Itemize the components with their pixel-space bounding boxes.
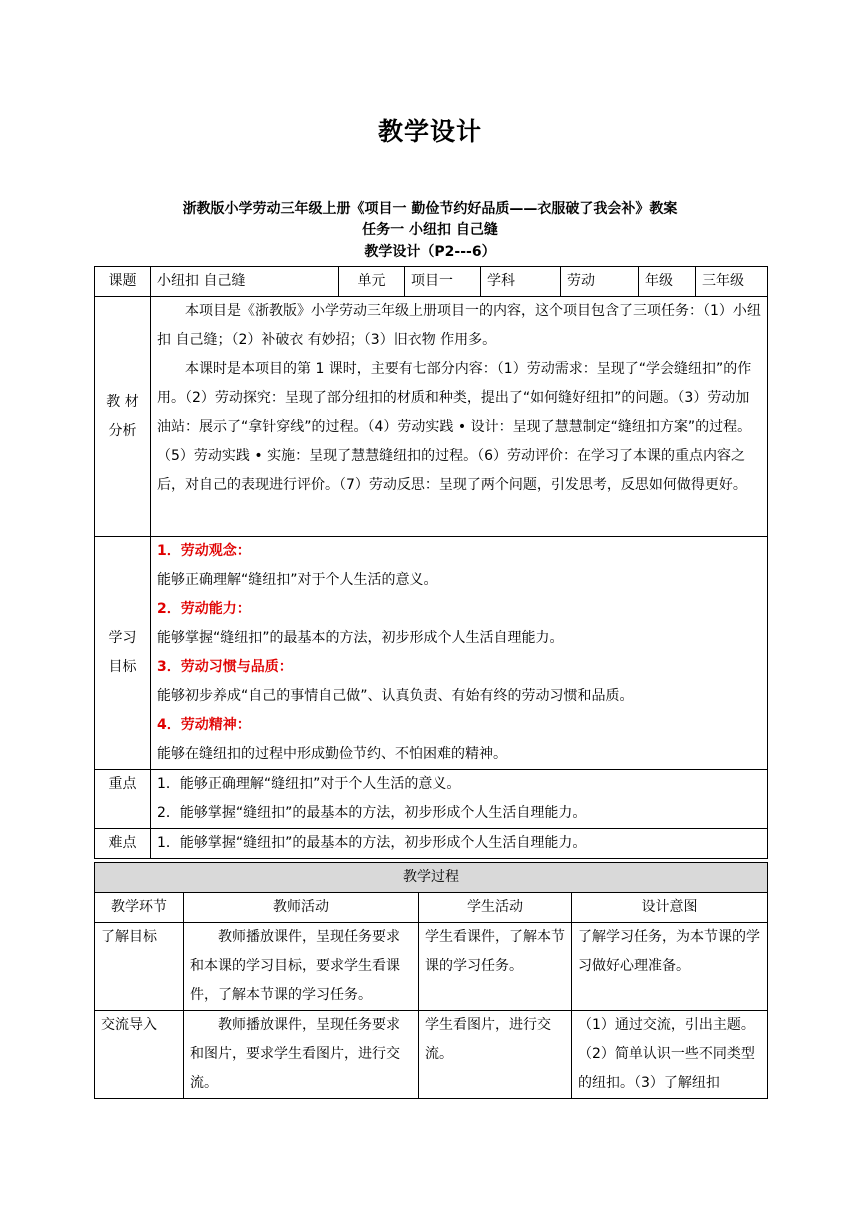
- goal-heading: 3．劳动习惯与品质：: [157, 659, 293, 675]
- analysis-label: [95, 297, 151, 537]
- goal-heading: 4．劳动精神：: [157, 717, 251, 733]
- goal-text: 能够在缝纽扣的过程中形成勤俭节约、不怕困难的精神。: [157, 746, 507, 762]
- process-header-row: [95, 863, 768, 893]
- goal-heading: 1．劳动观念：: [157, 543, 251, 559]
- design-intent-cell: 了解学习任务，为本节课的学习做好心理准备。: [572, 923, 768, 1011]
- student-activity-cell: 学生看课件，了解本节课的学习任务。: [419, 923, 572, 1011]
- subject-label: 学科: [481, 267, 561, 297]
- lesson-subtitle: 浙教版小学劳动三年级上册《项目一 勤俭节约好品质——衣服破了我会补》教案: [182, 201, 678, 217]
- process-columns-row: [95, 893, 768, 923]
- column-header-stage: 教学环节: [95, 893, 184, 923]
- key-points-label: 重点: [95, 770, 151, 829]
- teacher-activity-cell: 教师播放课件，呈现任务要求和图片，要求学生看图片，进行交流。: [184, 1011, 419, 1099]
- column-header-intent: 设计意图: [572, 893, 768, 923]
- difficulty-label: 难点: [95, 829, 151, 859]
- lesson-info-table: [94, 266, 768, 859]
- analysis-label-line2: 分析: [108, 422, 137, 439]
- design-subtitle: 教学设计（P2---6）: [364, 244, 496, 260]
- unit-value: 项目一: [405, 267, 481, 297]
- goals-row: [95, 537, 768, 770]
- topic-label: 课题: [95, 267, 151, 297]
- process-header: 教学过程: [95, 863, 768, 893]
- analysis-paragraph-1: 本项目是《浙教版》小学劳动三年级上册项目一的内容，这个项目包含了三项任务：（1）小纽扣 自己缝；（2）补破衣 有妙招；（3）旧衣物 作用多。: [157, 303, 761, 348]
- goals-label-line1: 学习: [108, 630, 137, 646]
- goals-content: [151, 537, 768, 770]
- goal-text: 能够初步养成“自己的事情自己做”、认真负责、有始有终的劳动习惯和品质。: [157, 688, 634, 704]
- analysis-row: [95, 297, 768, 537]
- grade-value: 三年级: [696, 267, 768, 297]
- info-row: [95, 267, 768, 297]
- goals-label-line2: 目标: [108, 659, 137, 675]
- unit-label: 单元: [339, 267, 405, 297]
- difficulty-content: 1．能够掌握“缝纽扣”的最基本的方法，初步形成个人生活自理能力。: [151, 829, 768, 859]
- design-intent-cell: （1）通过交流，引出主题。（2）简单认识一些不同类型的纽扣。（3）了解纽扣: [572, 1011, 768, 1099]
- key-point: 2．能够掌握“缝纽扣”的最基本的方法，初步形成个人生活自理能力。: [157, 805, 587, 821]
- task-subtitle: 任务一 小纽扣 自己缝: [362, 222, 498, 238]
- goals-label: [95, 537, 151, 770]
- column-header-student: 学生活动: [419, 893, 572, 923]
- analysis-content: [151, 297, 768, 537]
- key-points-row: [95, 770, 768, 829]
- stage-cell: 了解目标: [95, 923, 184, 1011]
- difficulty-row: [95, 829, 768, 859]
- teaching-process-table: [94, 862, 768, 1099]
- key-point: 1．能够正确理解“缝纽扣”对于个人生活的意义。: [157, 776, 461, 792]
- stage-cell: 交流导入: [95, 1011, 184, 1099]
- teacher-activity-cell: 教师播放课件，呈现任务要求和本课的学习目标，要求学生看课件，了解本节课的学习任务。: [184, 923, 419, 1011]
- goal-text: 能够正确理解“缝纽扣”对于个人生活的意义。: [157, 572, 438, 588]
- topic-value: 小纽扣 自己缝: [151, 267, 339, 297]
- goal-heading: 2．劳动能力：: [157, 601, 251, 617]
- column-header-teacher: 教师活动: [184, 893, 419, 923]
- table-row: [95, 923, 768, 1011]
- goal-text: 能够掌握“缝纽扣”的最基本的方法，初步形成个人生活自理能力。: [157, 630, 564, 646]
- subject-value: 劳动: [561, 267, 639, 297]
- table-row: [95, 1011, 768, 1099]
- student-activity-cell: 学生看图片，进行交流。: [419, 1011, 572, 1099]
- key-points-content: [151, 770, 768, 829]
- analysis-label-line1: 教 材: [106, 393, 139, 410]
- grade-label: 年级: [639, 267, 696, 297]
- analysis-paragraph-2: 本课时是本项目的第 1 课时，主要有七部分内容：（1）劳动需求：呈现了“学会缝纽扣”的作用。（2）劳动探究：呈现了部分纽扣的材质和种类，提出了“如何缝好纽扣”的问题。（3）劳动加油站：展示了“拿针穿线”的过程。（4）劳动实践 • 设计：呈现了慧慧制定“缝纽扣方案”的过程。（5）劳动实践 • 实施：呈现了慧慧缝纽扣的过程。（6）劳动评价：在学习了本课的重点内容之后，对自己的表现进行评价。（7）劳动反思：呈现了两个问题，引发思考，反思如何做得更好。: [157, 361, 752, 493]
- document-title: 教学设计: [377, 117, 482, 146]
